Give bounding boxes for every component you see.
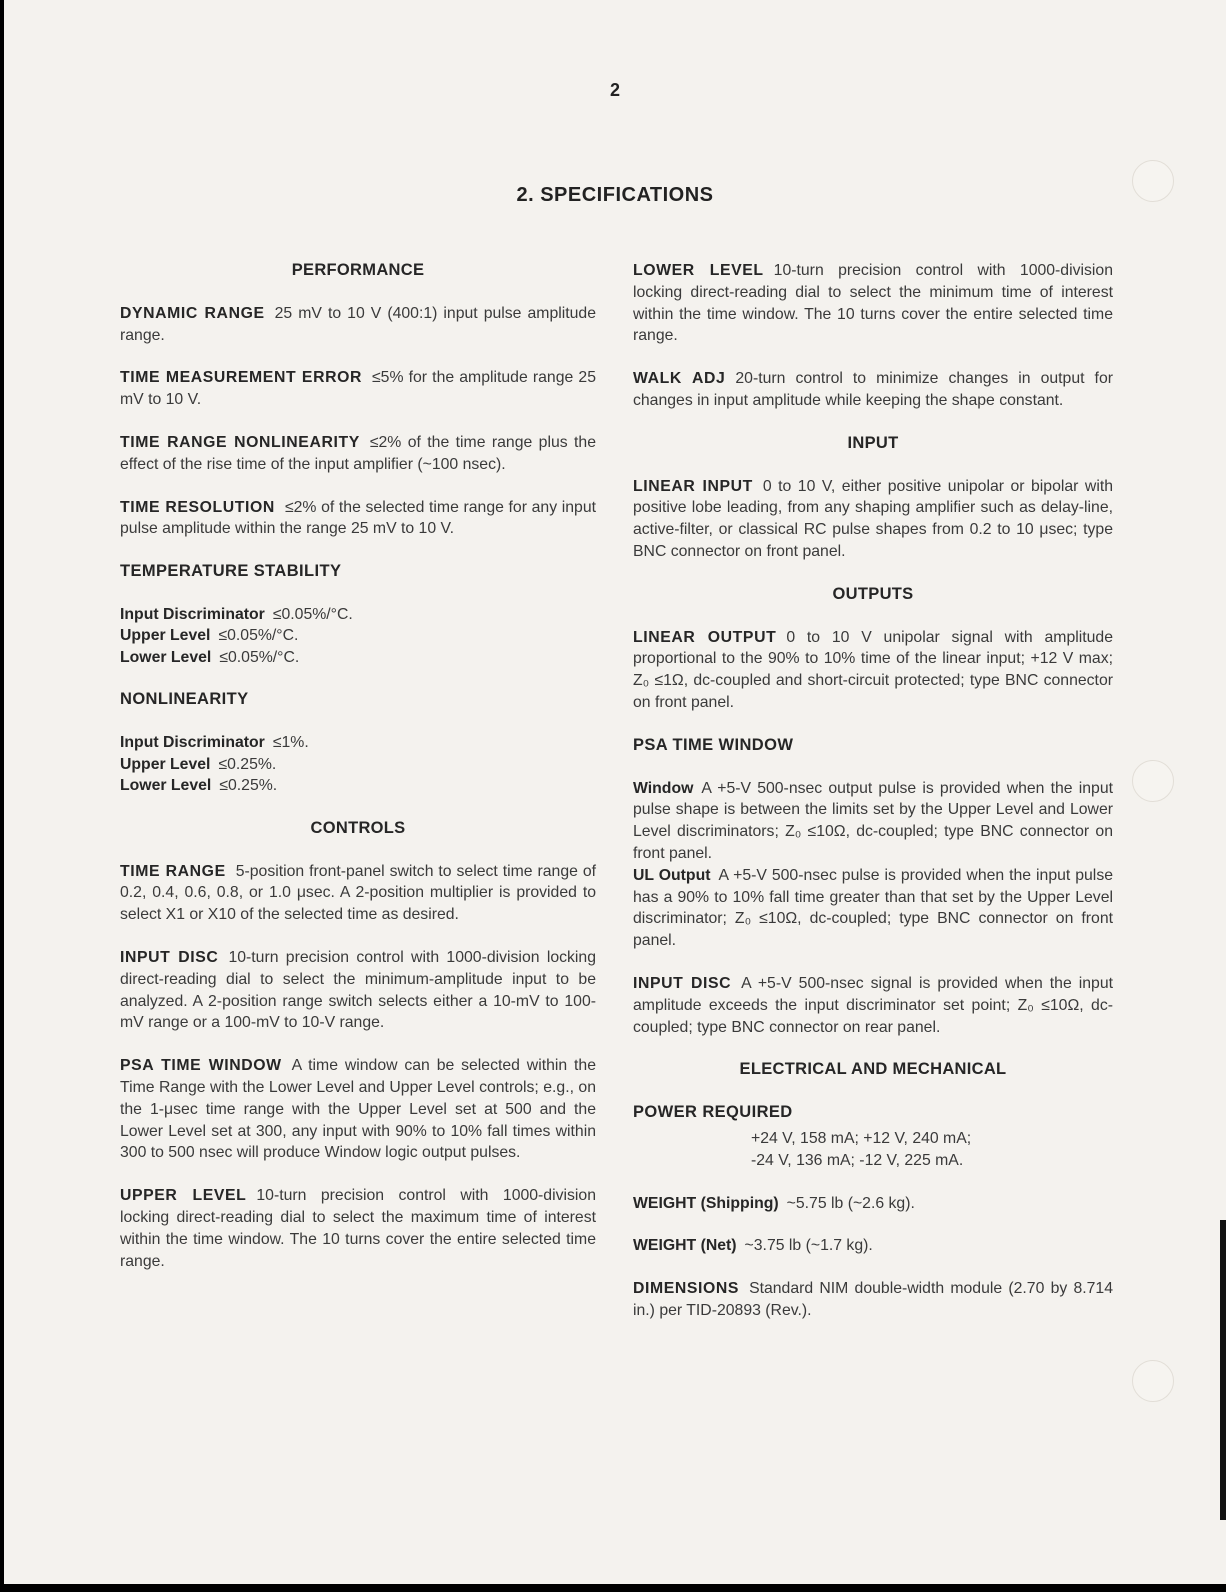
spec-term: Window [633,779,694,797]
spec-text: ≤5% for the amplitude range 25 mV to 10 V. [120,369,596,409]
time-range-control [120,861,596,926]
page-edge-shadow [1220,1220,1226,1520]
binder-hole [1132,1360,1174,1402]
spec-text: 0 to 10 V, either positive unipolar or bipolar with positive lobe leading, from any shaping amplifier such as delay-line, active-filter, or classical RC pulse shapes from 0.2 to 10 μsec; type BNC connector on front panel. [633,477,1113,560]
spec-term: WALK ADJ [633,370,726,388]
spec-term: TIME MEASUREMENT ERROR [120,369,362,387]
spec-term: UPPER LEVEL [120,1187,247,1205]
spec-text: ~3.75 lb (~1.7 kg). [744,1237,873,1255]
spec-text: ≤2% of the time range plus the effect of the rise time of the input amplifier (~100 nsec). [120,433,596,473]
spec-text: 20-turn control to minimize changes in output for changes in input amplitude while keeping the shape constant. [633,370,1113,409]
linear-input-spec [633,476,1113,563]
dimensions-spec [633,1278,1113,1322]
spec-term: DYNAMIC RANGE [120,304,265,322]
spec-term: UL Output [633,866,711,884]
spec-text: ≤2% of the selected time range for any input pulse amplitude within the range 25 mV to 10 V. [120,498,596,538]
spec-text: 0 to 10 V unipolar signal with amplitude proportional to the 90% to 10% time of the linear input; +12 V max; Z₀ ≤1Ω, dc-coupled and short-circuit protected; type BNC connector on front panel. [633,628,1113,711]
list-item: Lower Level ≤0.05%/°C. [120,648,300,666]
temperature-stability-list [120,604,596,669]
list-item: Lower Level ≤0.25%. [120,777,278,795]
window-output-spec [633,778,1113,865]
outputs-heading: OUTPUTS [832,584,914,603]
page-number: 2 [609,80,620,100]
nonlinearity-list [120,732,596,797]
spec-text: A +5-V 500-nsec pulse is provided when the input pulse has a 90% to 10% fall time greater than that set by the Upper Level discriminator; Z₀ ≤10Ω, dc-coupled; type BNC connector on front panel. [633,866,1114,950]
binder-hole [1132,760,1174,802]
spec-text: Standard NIM double-width module (2.70 by 8.714 in.) per TID-20893 (Rev.). [633,1280,1113,1319]
spec-text: A +5-V 500-nsec signal is provided when the input amplitude exceeds the input discriminator set point; Z₀ ≤10Ω, dc-coupled; type BNC connector on rear panel. [633,974,1113,1036]
document-page [4,0,1226,1584]
weight-shipping-spec [633,1193,1113,1215]
psa-time-window-control [120,1055,596,1164]
spec-text: 10-turn precision control with 1000-division locking direct-reading dial to select the minimum-amplitude input to be analyzed. A 2-position range switch selects either a 10-mV to 100-mV range or a 100-mV to 10-V range. [120,948,596,1032]
weight-net-spec [633,1235,1113,1257]
input-heading: INPUT [847,433,899,452]
power-line: -24 V, 136 mA; -12 V, 225 mA. [751,1151,964,1169]
spec-text: ~5.75 lb (~2.6 kg). [786,1194,915,1212]
spec-term: TIME RESOLUTION [120,498,275,516]
spec-text: A +5-V 500-nsec output pulse is provided when the input pulse shape is between the limits set by the Upper Level and Lower Level discriminators; Z₀ ≤10Ω, dc-coupled; type BNC connector on front panel. [633,779,1113,862]
dynamic-range-spec [120,303,596,347]
psa-time-window-heading: PSA TIME WINDOW [633,735,794,754]
spec-text: A time window can be selected within the Time Range with the Lower Level and Upper Level controls; e.g., on the 1-μsec time range with the Upper Level set at 500 and the Lower Level set at 300, any input with 90% to 10% fall times within 300 to 500 nsec will produce Window logic output pulses. [120,1057,596,1162]
power-required-values [751,1128,1113,1172]
power-required-heading: POWER REQUIRED [633,1103,793,1122]
spec-term: TIME RANGE NONLINEARITY [120,433,360,451]
list-item: Input Discriminator ≤1%. [120,734,309,752]
spec-text: 10-turn precision control with 1000-division locking direct-reading dial to select the maximum time of interest within the time window. The 10 turns cover the entire selected time range. [120,1187,596,1270]
upper-level-control [120,1185,596,1272]
list-item: Upper Level ≤0.05%/°C. [120,627,299,645]
time-measurement-error-spec [120,367,596,411]
spec-term: PSA TIME WINDOW [120,1057,282,1075]
temperature-stability-heading: TEMPERATURE STABILITY [120,562,342,581]
left-column [120,260,596,1293]
spec-term: INPUT DISC [120,948,219,966]
spec-term: DIMENSIONS [633,1280,740,1298]
time-resolution-spec [120,497,596,541]
ul-output-spec [633,865,1113,952]
spec-text: 10-turn precision control with 1000-division locking direct-reading dial to select the minimum time of interest within the time window. The 10 turns cover the entire selected time range. [633,262,1113,345]
power-line: +24 V, 158 mA; +12 V, 240 mA; [751,1129,972,1147]
performance-heading: PERFORMANCE [291,261,425,279]
linear-output-spec [633,627,1113,714]
spec-text: 5-position front-panel switch to select time range of 0.2, 0.4, 0.6, 0.8, or 1.0 μsec. A 2-position multiplier is provided to select X1 or X10 of the selected time as desired. [120,862,596,924]
controls-heading: CONTROLS [310,818,406,837]
spec-text: 25 mV to 10 V (400:1) input pulse amplitude range. [120,304,597,344]
walk-adj-control [633,368,1113,412]
lower-level-control [633,260,1113,347]
spec-term: WEIGHT (Shipping) [633,1194,779,1212]
list-item: Input Discriminator ≤0.05%/°C. [120,605,353,623]
spec-term: LINEAR OUTPUT [633,628,777,646]
section-title: 2. SPECIFICATIONS [516,184,714,206]
electrical-mechanical-heading: ELECTRICAL AND MECHANICAL [739,1060,1007,1079]
right-column [633,260,1113,1343]
list-item: Upper Level ≤0.25%. [120,755,277,773]
nonlinearity-heading: NONLINEARITY [120,690,249,709]
spec-term: LOWER LEVEL [633,262,764,279]
input-disc-control [120,947,596,1034]
spec-term: LINEAR INPUT [633,477,753,495]
time-range-nonlinearity-spec [120,432,596,476]
input-disc-output-spec [633,973,1113,1038]
spec-term: INPUT DISC [633,974,732,992]
spec-term: TIME RANGE [120,862,226,880]
spec-term: WEIGHT (Net) [633,1237,737,1255]
